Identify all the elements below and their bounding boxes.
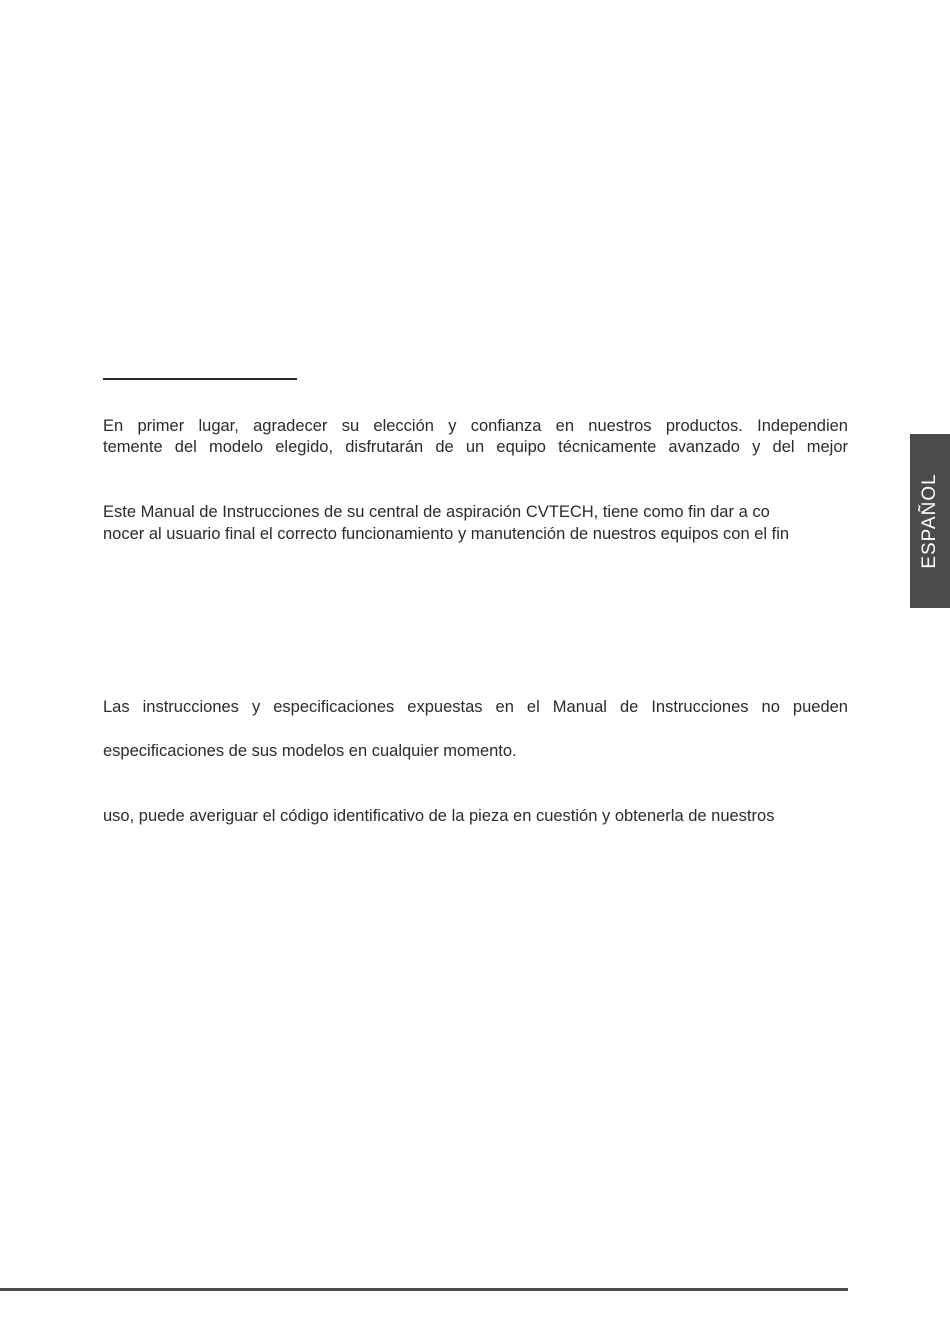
footer-rule xyxy=(0,1288,848,1291)
paragraph-manual-purpose-line-1: Este Manual de Instrucciones de su central de aspiración CVTECH, tiene como fin dar a co xyxy=(103,503,770,521)
paragraph-intro-line-2: temente del modelo elegido, disfrutarán de un equipo técnicamente avanzado y del mejor xyxy=(103,438,848,456)
language-side-tab-label: ESPAÑOL xyxy=(919,473,940,569)
section-title-rule xyxy=(103,378,297,380)
paragraph-specifications-line-1: Las instrucciones y especificaciones expuestas en el Manual de Instrucciones no pueden xyxy=(103,698,848,716)
language-side-tab xyxy=(910,434,950,608)
paragraph-manual-purpose-line-2: nocer al usuario final el correcto funcionamiento y manutención de nuestros equipos con el fin xyxy=(103,525,790,543)
paragraph-specifications-line-2: especificaciones de sus modelos en cualquier momento. xyxy=(103,742,517,760)
paragraph-intro-line-1: En primer lugar, agradecer su elección y confianza en nuestros productos. Independien xyxy=(103,417,848,435)
paragraph-spare-parts-line-1: uso, puede averiguar el código identificativo de la pieza en cuestión y obtenerla de nuestros xyxy=(103,807,775,825)
